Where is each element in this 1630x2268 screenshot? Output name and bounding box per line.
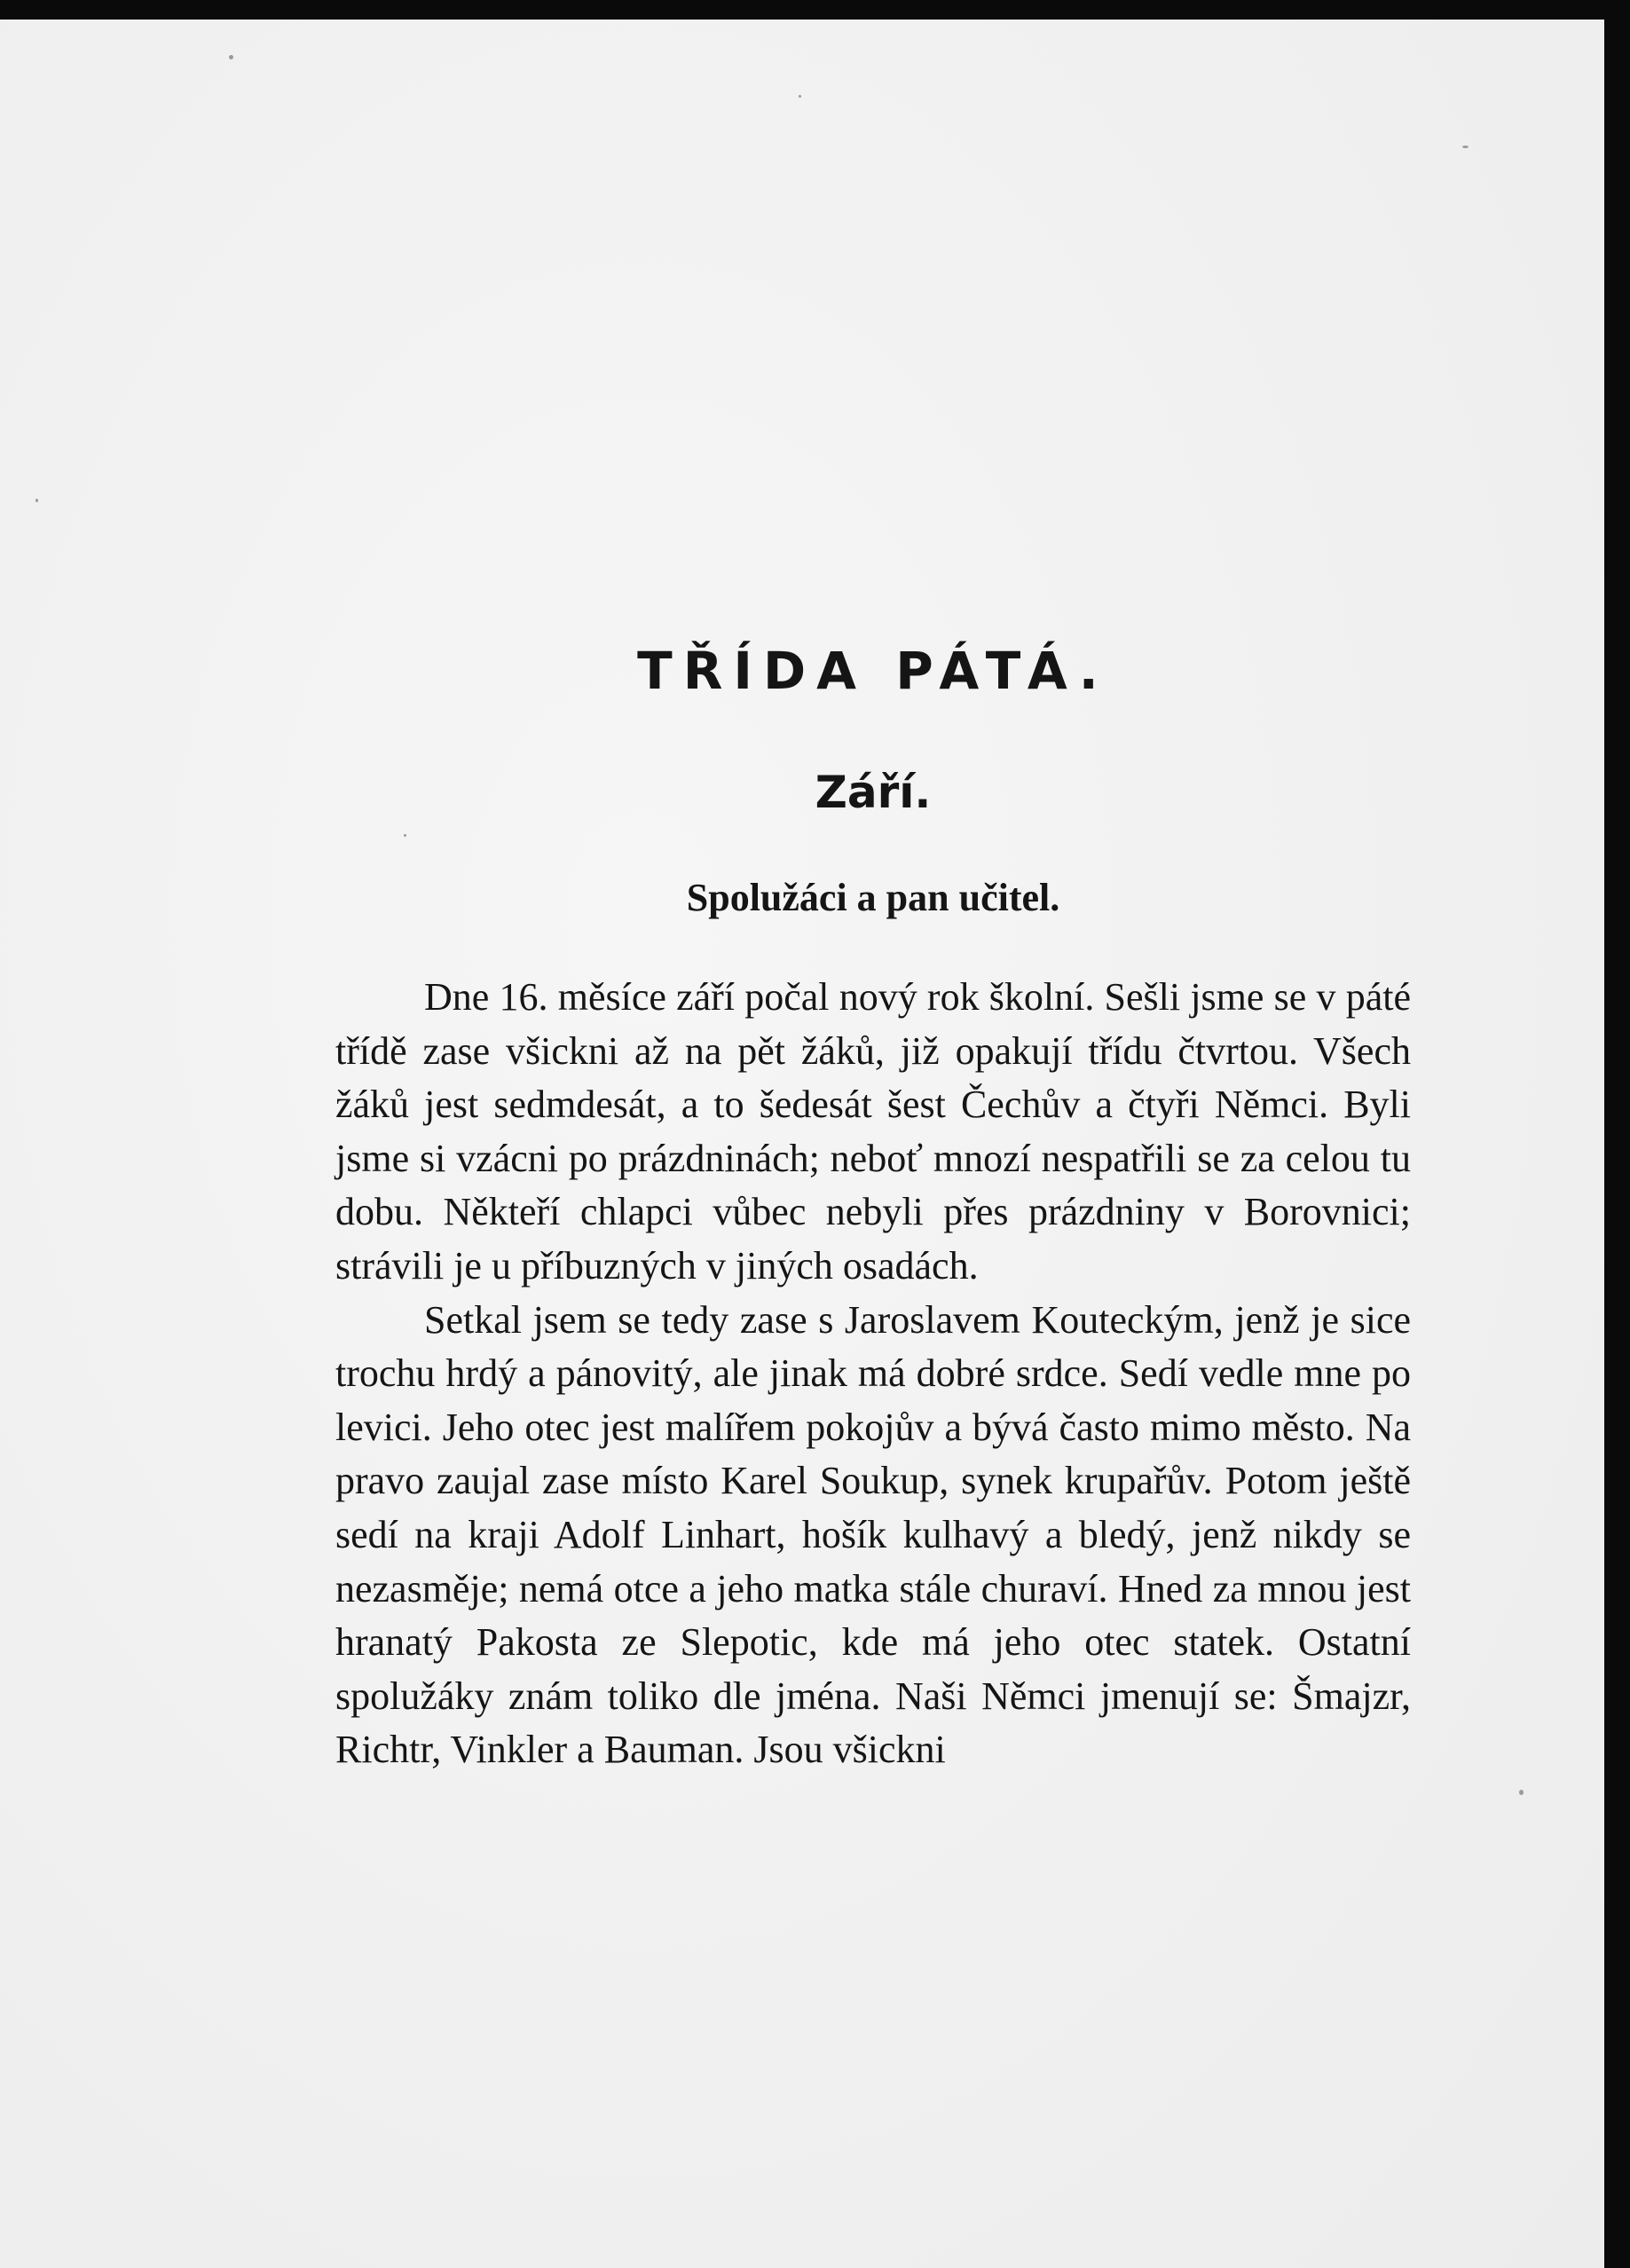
scan-top-border	[0, 0, 1630, 20]
paper-speck	[799, 95, 801, 98]
scan-right-border	[1604, 0, 1630, 2268]
body-text	[335, 971, 1411, 1777]
paper-speck	[229, 55, 233, 59]
month-heading: Září.	[815, 767, 932, 818]
paragraph: Dne 16. měsíce září počal nový rok školní. Sešli jsme se v páté třídě zase všickni až na pět žáků, již opakují třídu čtvrtou. Všech žáků jest sedmdesát, a to šedesát šest Čechův a čtyři Němci. Byli jsme si vzácni po prázdninách; neboť mnozí nespatřili se za celou tu dobu. Někteří chlapci vůbec nebyli přes prázdniny v Borovnici; strávili je u příbuzných v jiných osadách.	[335, 975, 1411, 1288]
book-page	[0, 20, 1604, 2268]
chapter-title: TŘÍDA PÁTÁ.	[637, 641, 1109, 701]
paper-speck	[404, 834, 406, 837]
paper-speck	[1519, 1790, 1524, 1795]
paper-speck	[1462, 146, 1469, 148]
paragraph: Setkal jsem se tedy zase s Jaroslavem Kouteckým, jenž je sice trochu hrdý a pánovitý, ale jinak má dobré srdce. Sedí vedle mne po levici. Jeho otec jest malířem pokojův a bývá často mimo město. Na pravo zaujal zase místo Karel Soukup, synek krupařův. Potom ještě sedí na kraji Adolf Linhart, hošík kulhavý a bledý, jenž nikdy se nezasměje; nemá otce a jeho matka stále churaví. Hned za mnou jest hranatý Pakosta ze Slepotic, kde má jeho otec statek. Ostatní spolužáky znám toliko dle jména. Naši Němci jmenují se: Šmajzr, Richtr, Vinkler a Bauman. Jsou všickni	[335, 1297, 1411, 1772]
paper-speck	[35, 499, 38, 502]
section-title: Spolužáci a pan učitel.	[686, 876, 1060, 919]
